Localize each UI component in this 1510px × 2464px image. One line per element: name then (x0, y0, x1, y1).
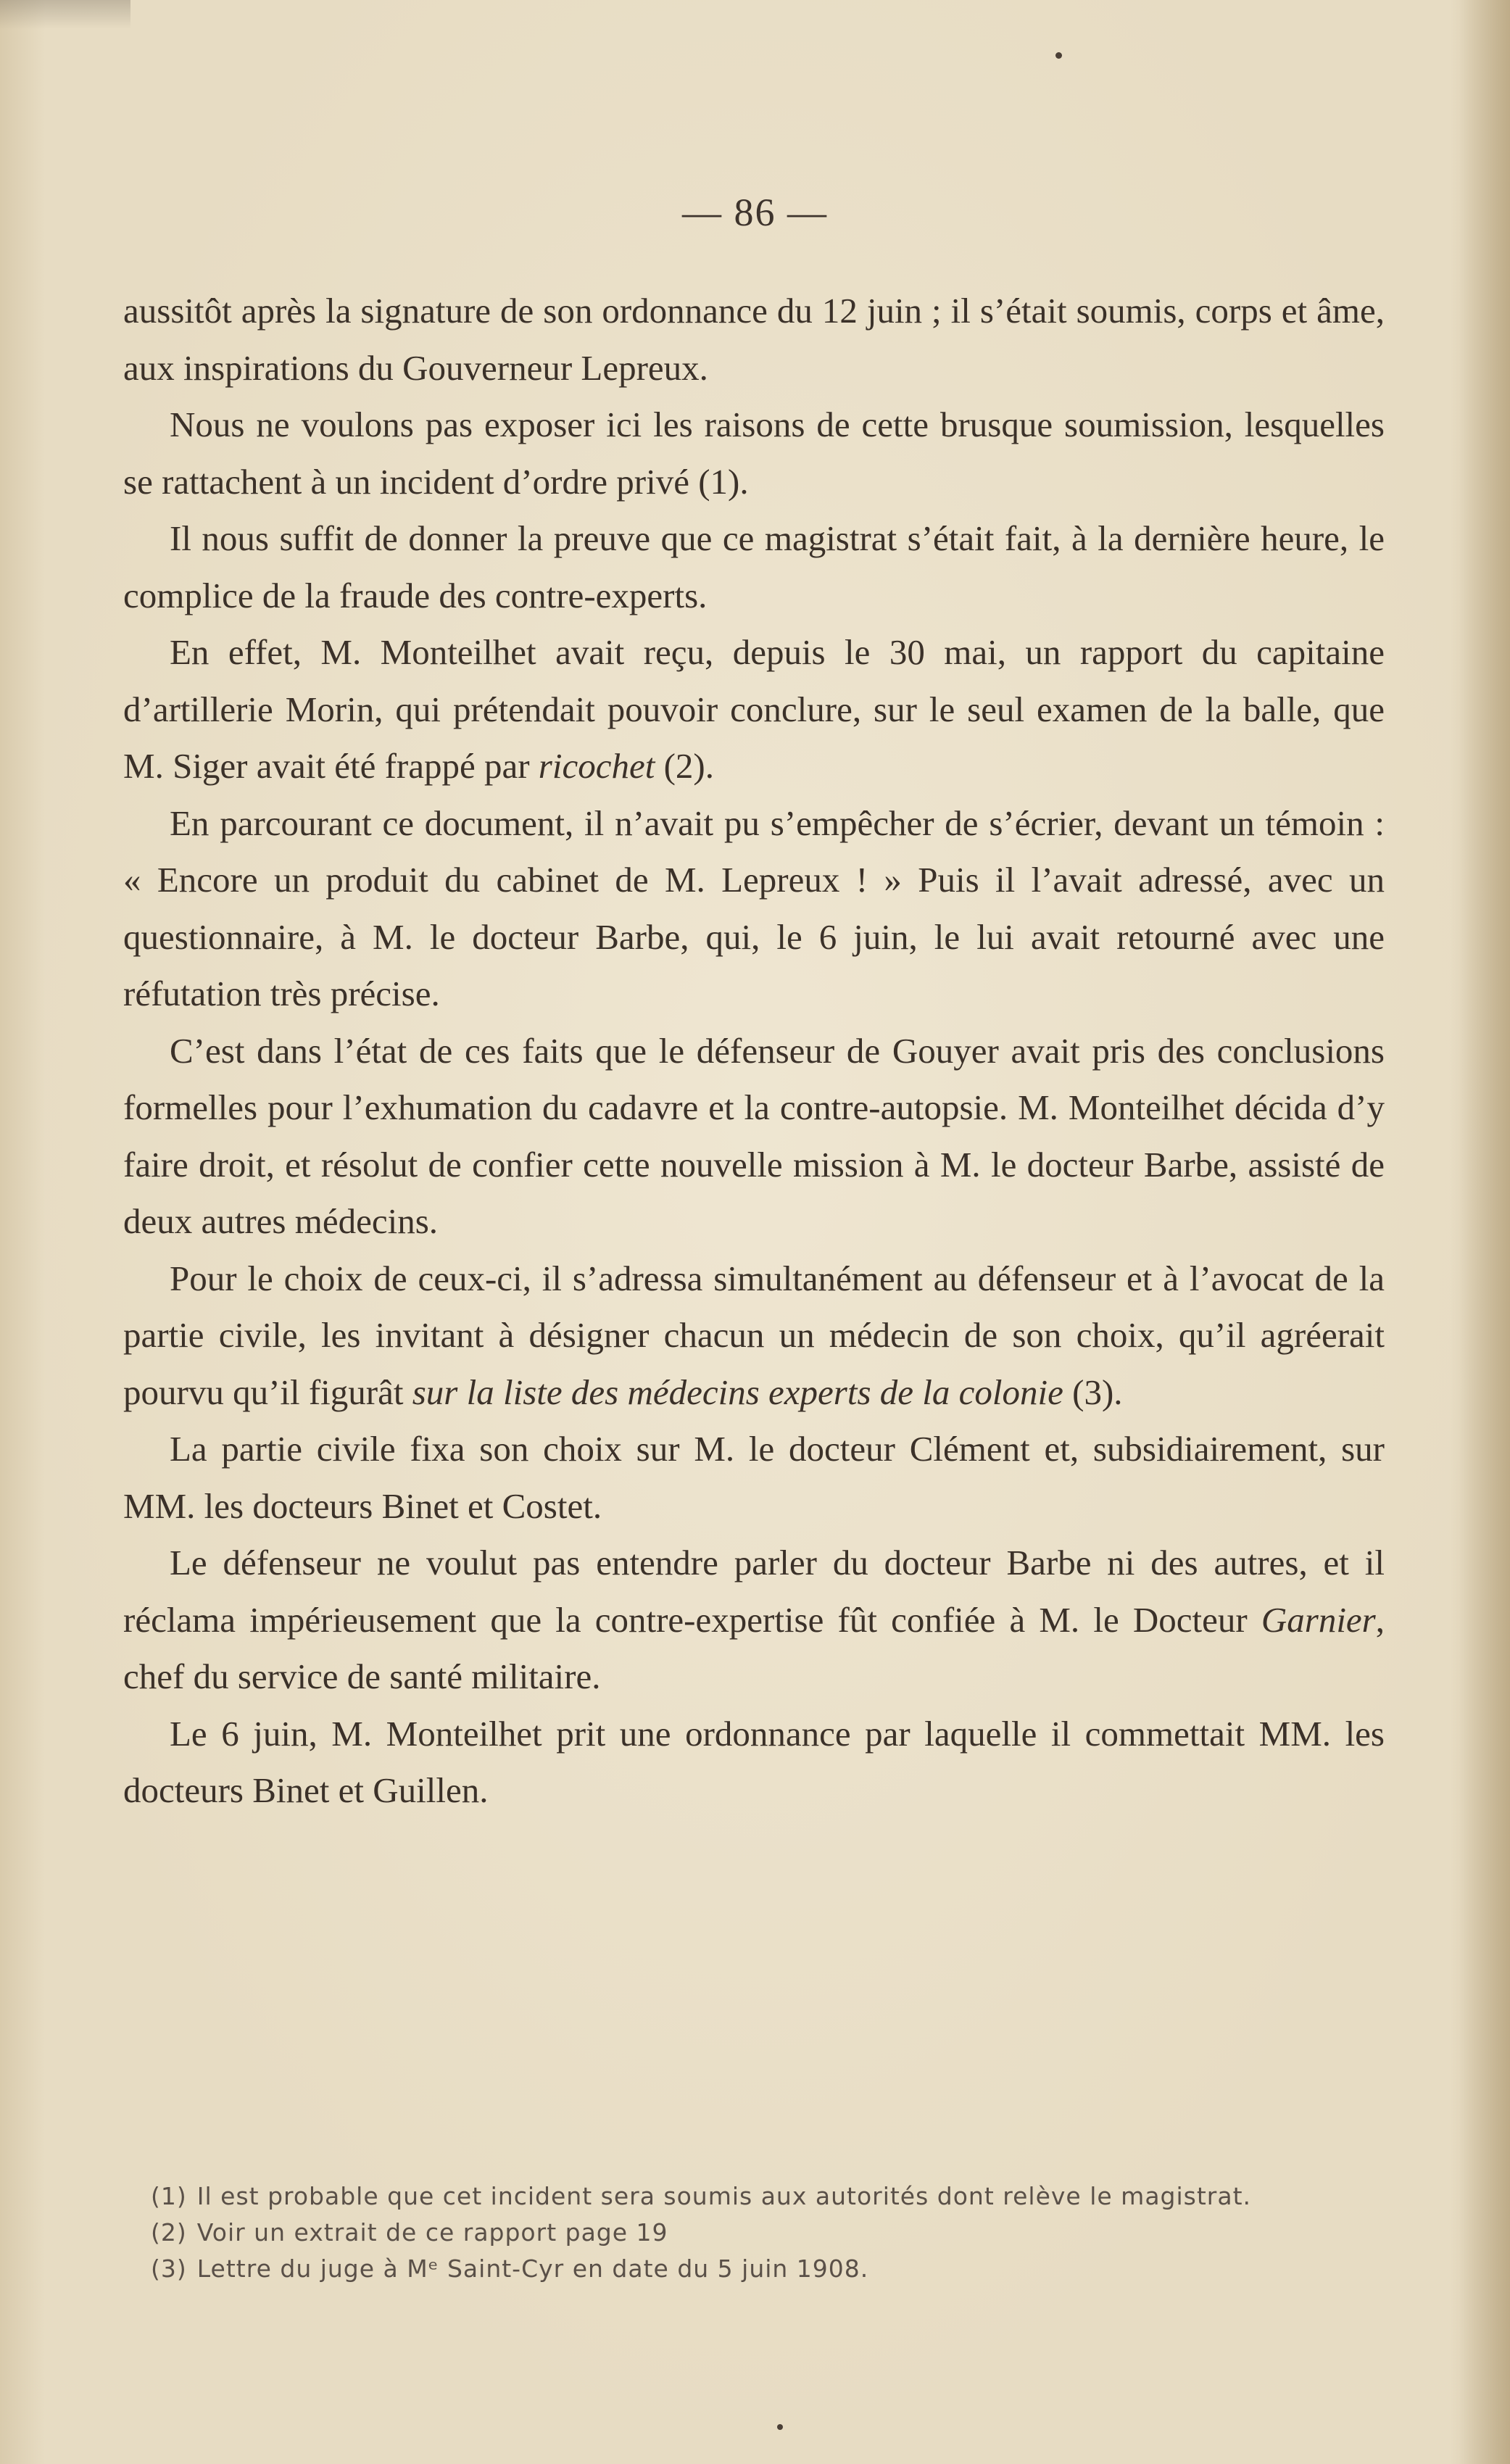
ink-speck (777, 2424, 783, 2430)
footnote-text: Lettre du juge à Mᵉ Saint-Cyr en date du 5 juin 1908. (196, 2254, 869, 2283)
footnote (151, 2215, 1412, 2251)
paragraph-text: La partie civile fixa son choix sur M. le docteur Clément et, subsidiairement, sur MM. les docteurs Binet et Costet. (123, 1429, 1385, 1526)
footnote-marker: (2) (151, 2218, 187, 2247)
footnote-text: Il est probable que cet incident sera soumis aux autorités dont relève le magistrat. (196, 2182, 1252, 2210)
paragraph-text: Pour le choix de ceux-ci, il s’adressa simultanément au défenseur et à l’avocat de la partie civile, les invitant à désigner chacun un médecin de son choix, qu’il agréerait pourvu qu’il figurât (123, 1258, 1385, 1412)
paragraph (123, 510, 1385, 624)
paragraph-text: (3). (1063, 1372, 1123, 1412)
paragraph-text: aussitôt après la signature de son ordonnance du 12 juin ; il s’était soumis, corps et âme, aux inspirations du Gouverneur Lepreux. (123, 291, 1385, 388)
ink-speck (1055, 52, 1062, 59)
paragraph-text: En effet, M. Monteilhet avait reçu, depuis le 30 mai, un rapport du capitaine d’artillerie Morin, qui prétendait pouvoir conclure, sur le seul examen de la balle, que M. Siger avait été frappé par (123, 632, 1385, 786)
paragraph (123, 1535, 1385, 1706)
paragraph (123, 1706, 1385, 1820)
paragraph-text: Il nous suffit de donner la preuve que ce magistrat s’était fait, à la dernière heure, le complice de la fraude des contre-experts. (123, 518, 1385, 615)
italic-text: ricochet (538, 746, 655, 786)
footnote (151, 2178, 1412, 2215)
paragraph (123, 1421, 1385, 1535)
corner-stain (0, 0, 130, 29)
page-edge-shadow (1459, 0, 1510, 2464)
paragraph-text: C’est dans l’état de ces faits que le défenseur de Gouyer avait pris des conclusions formelles pour l’exhumation du cadavre et la contre-autopsie. M. Monteilhet décida d’y faire droit, et résolut de confier cette nouvelle mission à M. le docteur Barbe, assisté de deux autres médecins. (123, 1030, 1385, 1241)
page-number: — 86 — (682, 191, 828, 234)
italic-text: sur la liste des médecins experts de la colonie (412, 1372, 1063, 1412)
footnote-marker: (3) (151, 2254, 187, 2283)
body-text (123, 283, 1385, 1820)
paragraph-text: Nous ne voulons pas exposer ici les raisons de cette brusque soumission, lesquelles se rattachent à un incident d’ordre privé (1). (123, 405, 1385, 502)
paragraph-text: En parcourant ce document, il n’avait pu s’empêcher de s’écrier, devant un témoin : « Encore un produit du cabinet de M. Lepreux ! » Puis il l’avait adressé, avec un questionnaire, à M. le docteur Barbe, qui, le 6 juin, le lui avait retourné avec une réfutation très précise. (123, 802, 1385, 1013)
paragraph (123, 1250, 1385, 1422)
paragraph-text: , chef du service de santé militaire. (123, 1599, 1385, 1696)
footnote-text: Voir un extrait de ce rapport page 19 (196, 2218, 668, 2247)
paragraph-text: Le défenseur ne voulut pas entendre parler du docteur Barbe ni des autres, et il réclama impérieusement que la contre-expertise fût confiée à M. le Docteur (123, 1543, 1385, 1640)
paragraph-text: (2). (655, 746, 714, 786)
footnote-marker: (1) (151, 2182, 187, 2210)
paragraph (123, 283, 1385, 397)
footnote (151, 2251, 1412, 2287)
paragraph (123, 795, 1385, 1023)
paragraph (123, 624, 1385, 795)
paragraph (123, 1023, 1385, 1250)
paragraph-text: Le 6 juin, M. Monteilhet prit une ordonnance par laquelle il commettait MM. les docteurs Binet et Guillen. (123, 1713, 1385, 1810)
italic-text: Garnier (1261, 1599, 1376, 1640)
paragraph (123, 397, 1385, 510)
footnotes (151, 2178, 1412, 2287)
